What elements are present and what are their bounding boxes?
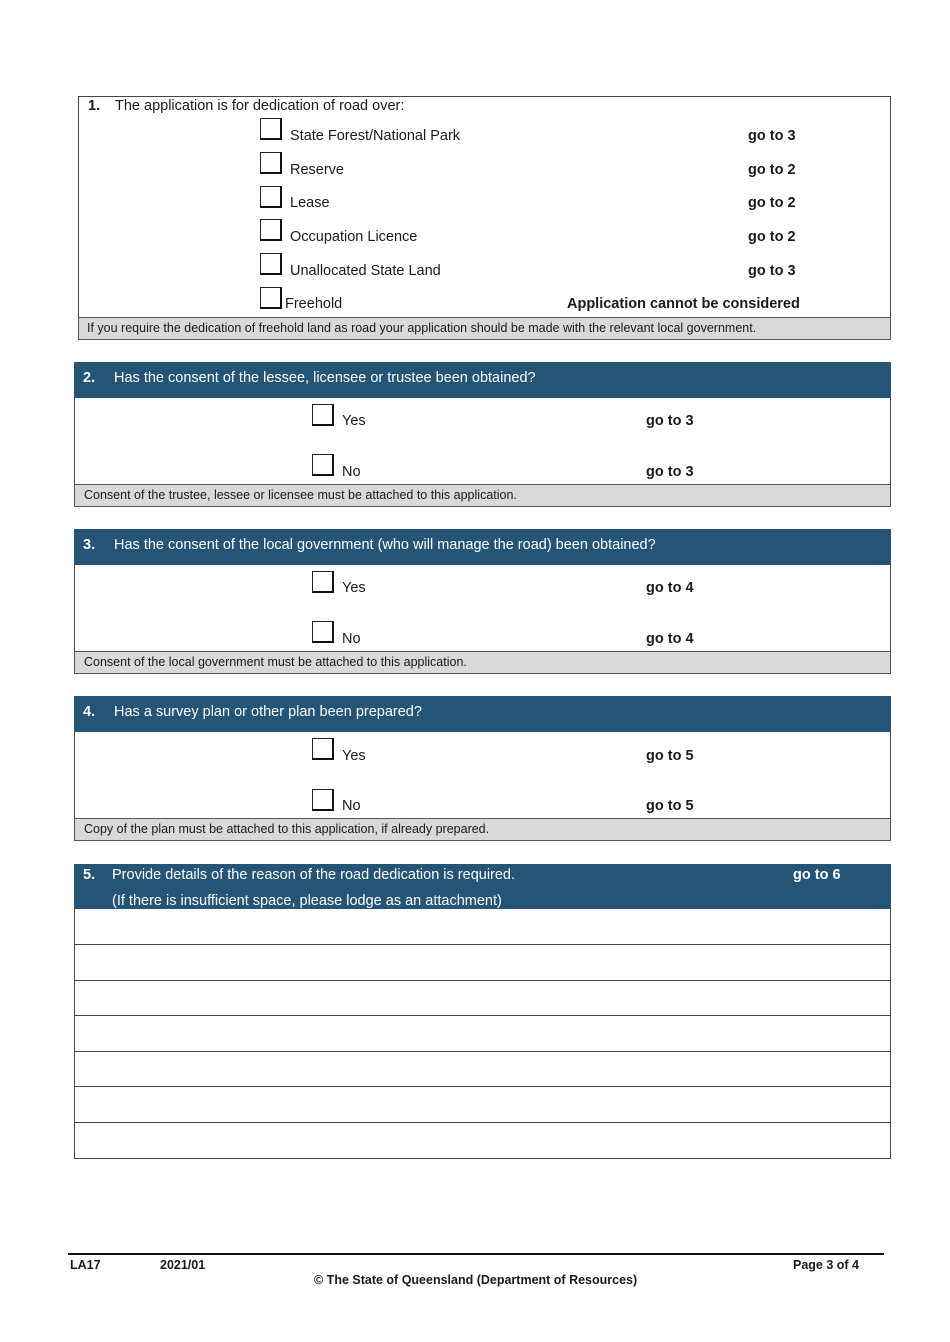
q4-no-goto: go to 5 [646,798,694,814]
q5-details-line[interactable] [75,1016,890,1051]
q3-number: 3. [83,537,96,553]
q3-question: Has the consent of the local government (who will manage the road) been obtained? [114,537,656,553]
q4-note: Copy of the plan must be attached to this application, if already prepared. [74,818,891,841]
q1-checkbox-reserve[interactable] [260,152,282,174]
q1-option-label: Reserve [290,162,344,178]
q3-body [74,564,891,652]
q1-option-label: State Forest/National Park [290,128,461,144]
q4-number: 4. [83,704,96,720]
q4-yes-label: Yes [342,748,366,764]
q3-yes-label: Yes [342,580,366,596]
q5-goto: go to 6 [793,867,841,883]
q5-details-line[interactable] [75,908,890,944]
q4-checkbox-no[interactable] [312,789,334,811]
q2-no-goto: go to 3 [646,464,694,480]
q5-number: 5. [83,867,96,883]
q1-option-label: Unallocated State Land [290,263,441,279]
footer-rule [68,1253,884,1255]
q2-body [74,397,891,485]
q1-note: If you require the dedication of freehold land as road your application should be made with the relevant local government. [78,317,891,340]
q1-option-goto: go to 3 [748,263,796,279]
q2-question: Has the consent of the lessee, licensee or trustee been obtained? [114,370,536,386]
q2-note: Consent of the trustee, lessee or licensee must be attached to this application. [74,484,891,507]
q4-body [74,731,891,819]
footer-version: 2021/01 [160,1258,206,1272]
q1-checkbox-state-forest[interactable] [260,118,282,140]
q1-option-label: Lease [290,195,330,211]
q1-number: 1. [88,98,101,114]
q4-question: Has a survey plan or other plan been prepared? [114,704,422,720]
q1-option-goto: go to 2 [748,195,796,211]
q4-header [74,696,891,732]
q2-yes-goto: go to 3 [646,413,694,429]
q1-option-goto: go to 3 [748,128,796,144]
q1-option-label: Occupation Licence [290,229,418,245]
q4-checkbox-yes[interactable] [312,738,334,760]
q3-checkbox-yes[interactable] [312,571,334,593]
q5-subtext: (If there is insufficient space, please lodge as an attachment) [112,893,502,909]
q3-note: Consent of the local government must be attached to this application. [74,651,891,674]
footer-page-number: Page 3 of 4 [793,1258,859,1272]
q1-option-goto: Application cannot be considered [567,296,800,312]
q1-checkbox-occupation-licence[interactable] [260,219,282,241]
q5-details-line[interactable] [75,1087,890,1122]
q2-number: 2. [83,370,96,386]
q2-no-label: No [342,464,361,480]
footer-copyright: © The State of Queensland (Department of Resources) [314,1273,638,1287]
q3-header [74,529,891,565]
q1-question: The application is for dedication of road over: [115,98,405,114]
q1-option-goto: go to 2 [748,162,796,178]
q4-no-label: No [342,798,361,814]
q5-details-line[interactable] [75,945,890,980]
q1-checkbox-unallocated-state-land[interactable] [260,253,282,275]
q5-details-line[interactable] [75,981,890,1015]
q4-yes-goto: go to 5 [646,748,694,764]
q3-no-goto: go to 4 [646,631,694,647]
q5-question: Provide details of the reason of the road dedication is required. [112,867,516,883]
q1-option-goto: go to 2 [748,229,796,245]
q1-checkbox-freehold[interactable] [260,287,282,309]
q3-no-label: No [342,631,361,647]
footer-form-code: LA17 [70,1258,101,1272]
q2-yes-label: Yes [342,413,366,429]
q5-details-area [74,908,891,1159]
q1-checkbox-lease[interactable] [260,186,282,208]
q1-option-label: Freehold [285,296,343,312]
q5-details-line[interactable] [75,1123,890,1157]
q2-header [74,362,891,398]
q2-checkbox-no[interactable] [312,454,334,476]
q5-header [74,864,891,909]
q3-yes-goto: go to 4 [646,580,694,596]
q2-checkbox-yes[interactable] [312,404,334,426]
q5-details-line[interactable] [75,1052,890,1086]
q3-checkbox-no[interactable] [312,621,334,643]
